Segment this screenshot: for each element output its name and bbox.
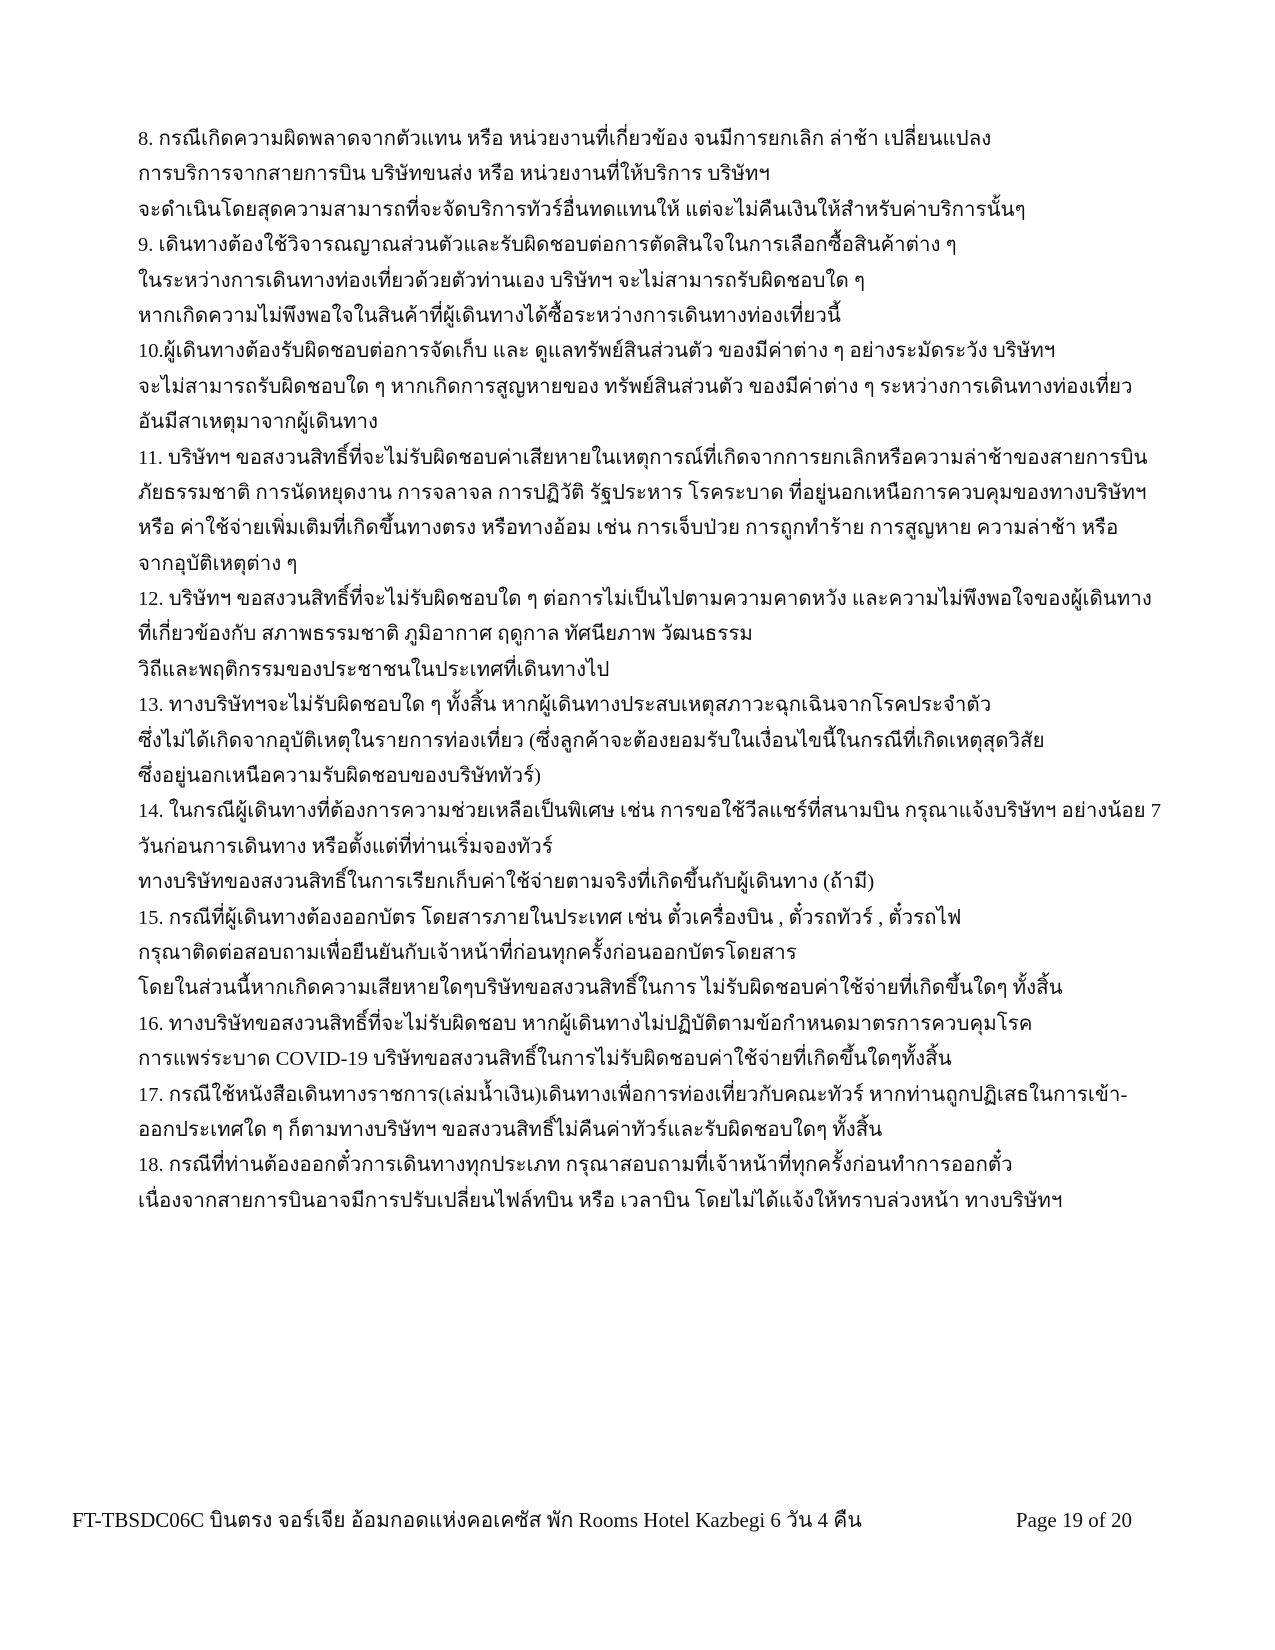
text-line: โดยในส่วนนี้หากเกิดความเสียหายใดๆบริษัทขอสงวนสิทธิ์ในการ ไม่รับผิดชอบค่าใช้จ่ายที่เกิดขึ้นใดๆ ทั้งสิ้น: [138, 977, 1063, 1000]
text-line: หากเกิดความไม่พึงพอใจในสินค้าที่ผู้เดินทางได้ซื้อระหว่างการเดินทางท่องเที่ยวนี้: [138, 304, 841, 327]
page-footer: [72, 1500, 1132, 1540]
text-line: การแพร่ระบาด COVID-19 บริษัทขอสงวนสิทธิ์ในการไม่รับผิดชอบค่าใช้จ่ายที่เกิดขึ้นใดๆทั้งสิ้น: [138, 1048, 952, 1071]
terms-conditions-body: [138, 122, 1218, 1219]
text-line: การบริการจากสายการบิน บริษัทขนส่ง หรือ หน่วยงานที่ให้บริการ บริษัทฯ: [138, 163, 770, 186]
page-number: Page 19 of 20: [1015, 1508, 1132, 1532]
text-line: ทางบริษัทของสงวนสิทธิ์ในการเรียกเก็บค่าใช้จ่ายตามจริงที่เกิดขึ้นกับผู้เดินทาง (ถ้ามี): [138, 871, 875, 894]
text-line: จากอุบัติเหตุต่าง ๆ: [138, 552, 298, 575]
text-line: 13. ทางบริษัทฯจะไม่รับผิดชอบใด ๆ ทั้งสิ้น หากผู้เดินทางประสบเหตุสภาวะฉุกเฉินจากโรคประจำตัว: [138, 694, 992, 717]
text-line: ที่เกี่ยวข้องกับ สภาพธรรมชาติ ภูมิอากาศ ฤดูกาล ทัศนียภาพ วัฒนธรรม: [138, 623, 753, 646]
text-line: 15. กรณีที่ผู้เดินทางต้องออกบัตร โดยสารภายในประเทศ เช่น ตั๋วเครื่องบิน , ตั๋วรถทัวร์ , ตั๋วรถไฟ: [138, 906, 962, 929]
text-line: 9. เดินทางต้องใช้วิจารณญาณส่วนตัวและรับผิดชอบต่อการตัดสินใจในการเลือกซื้อสินค้าต่าง ๆ: [138, 234, 957, 257]
text-line: ซึ่งอยู่นอกเหนือความรับผิดชอบของบริษัททัวร์): [138, 765, 541, 788]
text-line: จะดำเนินโดยสุดความสามารถที่จะจัดบริการทัวร์อื่นทดแทนให้ แต่จะไม่คืนเงินให้สำหรับค่าบริการนั้นๆ: [138, 198, 1026, 221]
text-line: 10.ผู้เดินทางต้องรับผิดชอบต่อการจัดเก็บ และ ดูแลทรัพย์สินส่วนตัว ของมีค่าต่าง ๆ อย่างระมัดระวัง บริษัทฯ: [138, 340, 1056, 363]
text-line: 14. ในกรณีผู้เดินทางที่ต้องการความช่วยเหลือเป็นพิเศษ เช่น การขอใช้วีลแชร์ที่สนามบิน กรุณาแจ้งบริษัทฯ อย่างน้อย 7: [138, 800, 1162, 823]
footer-tour-title: FT-TBSDC06C บินตรง จอร์เจีย อ้อมกอดแห่งคอเคซัส พัก Rooms Hotel Kazbegi 6 วัน 4 คืน: [72, 1508, 862, 1532]
text-line: 16. ทางบริษัทขอสงวนสิทธิ์ที่จะไม่รับผิดชอบ หากผู้เดินทางไม่ปฏิบัติตามข้อกำหนดมาตรการควบคุมโรค: [138, 1012, 1033, 1035]
text-line: หรือ ค่าใช้จ่ายเพิ่มเติมที่เกิดขึ้นทางตรง หรือทางอ้อม เช่น การเจ็บป่วย การถูกทำร้าย การสูญหาย ความล่าช้า หรือ: [138, 517, 1119, 540]
text-line: วิถีและพฤติกรรมของประชาชนในประเทศที่เดินทางไป: [138, 658, 610, 681]
text-line: 12. บริษัทฯ ขอสงวนสิทธิ์ที่จะไม่รับผิดชอบใด ๆ ต่อการไม่เป็นไปตามความคาดหวัง และความไม่พึงพอใจของผู้เดินทาง: [138, 588, 1152, 611]
text-line: 17. กรณีใช้หนังสือเดินทางราชการ(เล่มน้ำเงิน)เดินทางเพื่อการท่องเที่ยวกับคณะทัวร์ หากท่านถูกปฏิเสธในการเข้า-: [138, 1083, 1128, 1106]
text-line: วันก่อนการเดินทาง หรือตั้งแต่ที่ท่านเริ่มจองทัวร์: [138, 835, 553, 858]
text-line: 18. กรณีที่ท่านต้องออกตั๋วการเดินทางทุกประเภท กรุณาสอบถามที่เจ้าหน้าที่ทุกครั้งก่อนทำการออกตั๋ว: [138, 1154, 1013, 1177]
text-line: ซึ่งไม่ได้เกิดจากอุบัติเหตุในรายการท่องเที่ยว (ซึ่งลูกค้าจะต้องยอมรับในเงื่อนไขนี้ในกรณีที่เกิดเหตุสุดวิสัย: [138, 729, 1045, 752]
text-line: 11. บริษัทฯ ขอสงวนสิทธิ์ที่จะไม่รับผิดชอบค่าเสียหายในเหตุการณ์ที่เกิดจากการยกเลิกหรือความล่าช้าของสายการบิน: [138, 446, 1148, 469]
text-line: ภัยธรรมชาติ การนัดหยุดงาน การจลาจล การปฏิวัติ รัฐประหาร โรคระบาด ที่อยู่นอกเหนือการควบคุมของทางบริษัทฯ: [138, 481, 1147, 504]
text-line: อันมีสาเหตุมาจากผู้เดินทาง: [138, 411, 379, 434]
text-line: เนื่องจากสายการบินอาจมีการปรับเปลี่ยนไฟล์ทบิน หรือ เวลาบิน โดยไม่ได้แจ้งให้ทราบล่วงหน้า ทางบริษัทฯ: [138, 1189, 1063, 1212]
text-line: 8. กรณีเกิดความผิดพลาดจากตัวแทน หรือ หน่วยงานที่เกี่ยวข้อง จนมีการยกเลิก ล่าช้า เปลี่ยนแปลง: [138, 128, 992, 150]
text-line: ในระหว่างการเดินทางท่องเที่ยวด้วยตัวท่านเอง บริษัทฯ จะไม่สามารถรับผิดชอบใด ๆ: [138, 269, 865, 292]
text-line: กรุณาติดต่อสอบถามเพื่อยืนยันกับเจ้าหน้าที่ก่อนทุกครั้งก่อนออกบัตรโดยสาร: [138, 941, 797, 964]
text-line: ออกประเทศใด ๆ ก็ตามทางบริษัทฯ ขอสงวนสิทธิ์ไม่คืนค่าทัวร์และรับผิดชอบใดๆ ทั้งสิ้น: [138, 1118, 883, 1141]
text-line: จะไม่สามารถรับผิดชอบใด ๆ หากเกิดการสูญหายของ ทรัพย์สินส่วนตัว ของมีค่าต่าง ๆ ระหว่างการเดินทางท่องเที่ยว: [138, 375, 1133, 398]
